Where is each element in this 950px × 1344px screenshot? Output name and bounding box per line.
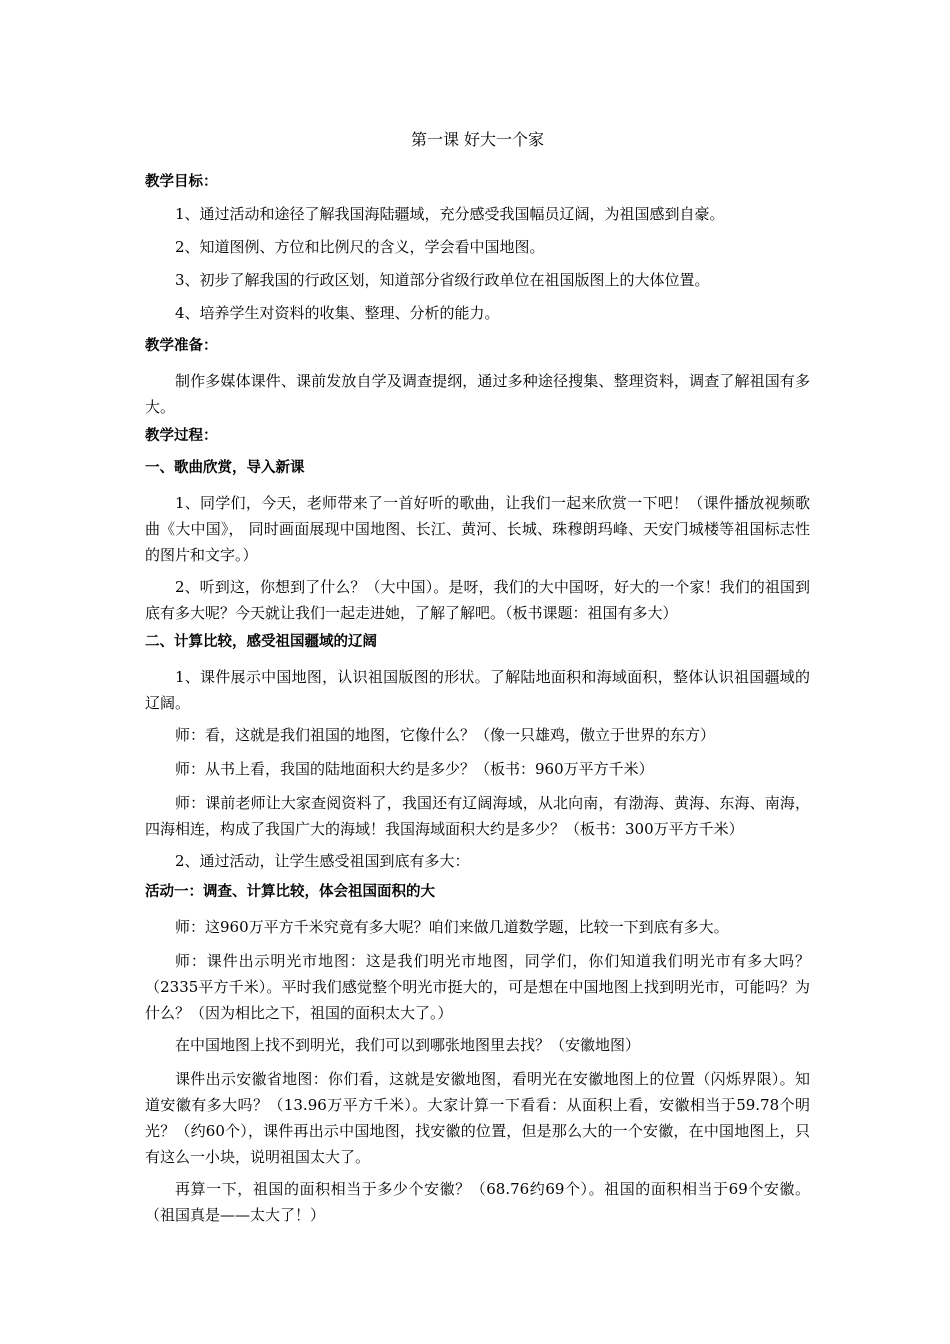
prep-heading: 教学准备： — [145, 338, 218, 354]
paragraph: 1、同学们，今天，老师带来了一首好听的歌曲，让我们一起来欣赏一下吧！（课件播放视频歌曲《大中国》， 同时画面展现中国地图、长江、黄河、长城、珠穆朗玛峰、天安门城楼等祖国标志性的图片和文字。） — [145, 494, 810, 564]
paragraph: 师：课前老师让大家查阅资料了，我国还有辽阔海域，从北向南，有渤海、黄海、东海、南海，四海相连，构成了我国广大的海域！我国海域面积大约是多少？（板书：300万平方千米） — [145, 794, 810, 838]
process-heading: 教学过程： — [145, 428, 218, 444]
goal-item: 3、初步了解我国的行政区划，知道部分省级行政单位在祖国版图上的大体位置。 — [175, 271, 710, 289]
goal-item: 1、通过活动和途径了解我国海陆疆域，充分感受我国幅员辽阔，为祖国感到自豪。 — [175, 205, 725, 223]
goals-heading: 教学目标： — [145, 174, 218, 190]
paragraph: 再算一下，祖国的面积相当于多少个安徽？（68.76约69个）。祖国的面积相当于69个安徽。（祖国真是——太大了！） — [145, 1180, 810, 1224]
document-body — [145, 130, 810, 1234]
activity1-heading: 活动一：调查、计算比较，体会祖国面积的大 — [145, 884, 435, 900]
paragraph: 2、通过活动，让学生感受祖国到底有多大： — [175, 852, 470, 870]
paragraph: 1、课件展示中国地图，认识祖国版图的形状。了解陆地面积和海域面积，整体认识祖国疆域的辽阔。 — [145, 668, 810, 712]
page-title: 第一课 好大一个家 — [410, 130, 545, 149]
part1-heading: 一、歌曲欣赏，导入新课 — [145, 460, 305, 476]
goal-item: 2、知道图例、方位和比例尺的含义，学会看中国地图。 — [175, 238, 545, 256]
paragraph: 师：从书上看，我国的陆地面积大约是多少？（板书：960万平方千米） — [175, 760, 654, 778]
paragraph: 师：课件出示明光市地图：这是我们明光市地图，同学们，你们知道我们明光市有多大吗？（2335平方千米）。平时我们感觉整个明光市挺大的，可是想在中国地图上找到明光市，可能吗？为什么？（因为相比之下，祖国的面积太大了。） — [145, 952, 810, 1022]
paragraph: 师：这960万平方千米究竟有多大呢？咱们来做几道数学题，比较一下到底有多大。 — [175, 918, 729, 936]
paragraph: 师：看，这就是我们祖国的地图，它像什么？（像一只雄鸡，傲立于世界的东方） — [175, 726, 716, 744]
prep-paragraph: 制作多媒体课件、课前发放自学及调查提纲，通过多种途径搜集、整理资料，调查了解祖国有多大。 — [145, 372, 810, 416]
paragraph: 在中国地图上找不到明光，我们可以到哪张地图里去找？（安徽地图） — [175, 1036, 641, 1054]
paragraph: 课件出示安徽省地图：你们看，这就是安徽地图，看明光在安徽地图上的位置（闪烁界限）。知道安徽有多大吗？（13.96万平方千米）。大家计算一下看看：从面积上看，安徽相当于59.78个明光？（约60个），课件再出示中国地图，找安徽的位置，但是那么大的一个安徽，在中国地图上，只有这么一小块，说明祖国太大了。 — [145, 1070, 810, 1166]
paragraph: 2、听到这，你想到了什么？（大中国）。是呀，我们的大中国呀，好大的一个家！我们的祖国到底有多大呢？今天就让我们一起走进她，了解了解吧。（板书课题：祖国有多大） — [145, 578, 810, 622]
part2-heading: 二、计算比较，感受祖国疆域的辽阔 — [145, 634, 377, 650]
goal-item: 4、培养学生对资料的收集、整理、分析的能力。 — [175, 304, 500, 322]
